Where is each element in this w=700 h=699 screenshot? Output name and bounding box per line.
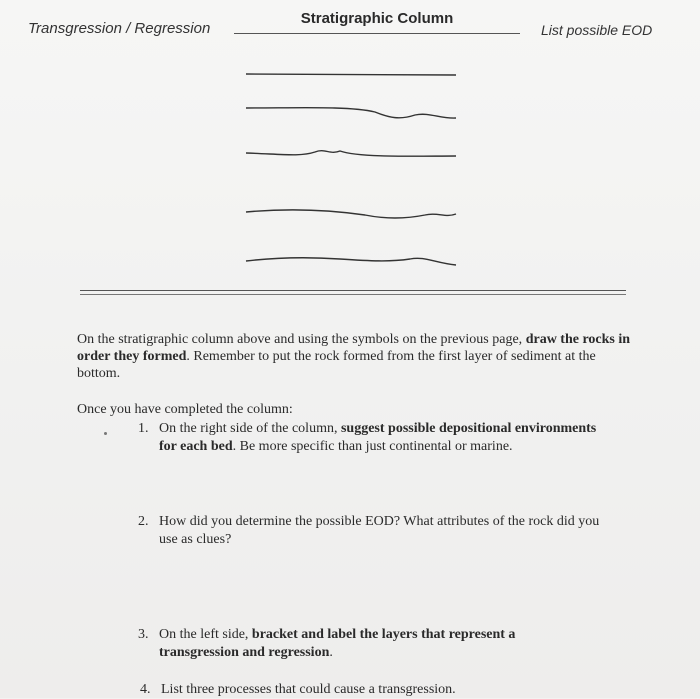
transgression-regression-heading: Transgression / Regression bbox=[28, 20, 211, 37]
stratigraphic-column bbox=[240, 60, 470, 275]
contact-line-3 bbox=[246, 151, 456, 157]
stratigraphic-column-title: Stratigraphic Column bbox=[300, 10, 454, 27]
instructions-text-2: . Remember to put the rock formed from the first layer of sediment at the bottom. bbox=[77, 349, 596, 381]
question-2-number: 2. bbox=[138, 514, 149, 529]
section-divider bbox=[80, 290, 626, 295]
instructions-bold: draw the rocks in order they formed bbox=[77, 332, 631, 364]
contact-line-1 bbox=[246, 74, 456, 75]
contact-line-2 bbox=[246, 108, 456, 118]
question-3-pre: On the left side, bbox=[159, 627, 252, 642]
instructions-paragraph bbox=[77, 331, 637, 382]
question-3-post: . bbox=[329, 645, 333, 660]
question-1-pre: On the right side of the column, bbox=[159, 421, 341, 436]
title-rule bbox=[234, 33, 520, 34]
list-possible-eod-heading: List possible EOD bbox=[541, 22, 653, 38]
question-3-bold: bracket and label the layers that represent a transgression and regression bbox=[159, 627, 516, 660]
stray-dot bbox=[104, 432, 107, 435]
question-4-number: 4. bbox=[140, 682, 151, 697]
contact-line-4 bbox=[246, 210, 456, 218]
question-1-post: . Be more specific than just continental or marine. bbox=[232, 439, 513, 454]
question-3-text bbox=[159, 626, 574, 662]
once-completed-line: Once you have completed the column: bbox=[77, 402, 293, 417]
question-4-text: List three processes that could cause a transgression. bbox=[161, 682, 456, 697]
question-3-number: 3. bbox=[138, 627, 149, 642]
question-1-number: 1. bbox=[138, 421, 149, 436]
question-2-text: How did you determine the possible EOD? What attributes of the rock did you use as clues? bbox=[159, 514, 600, 547]
question-1-text bbox=[159, 420, 609, 456]
contact-line-5 bbox=[246, 258, 456, 265]
question-1-bold: suggest possible depositional environments for each bed bbox=[159, 421, 597, 454]
instructions-text-1: On the stratigraphic column above and using the symbols on the previous page, bbox=[77, 332, 526, 347]
